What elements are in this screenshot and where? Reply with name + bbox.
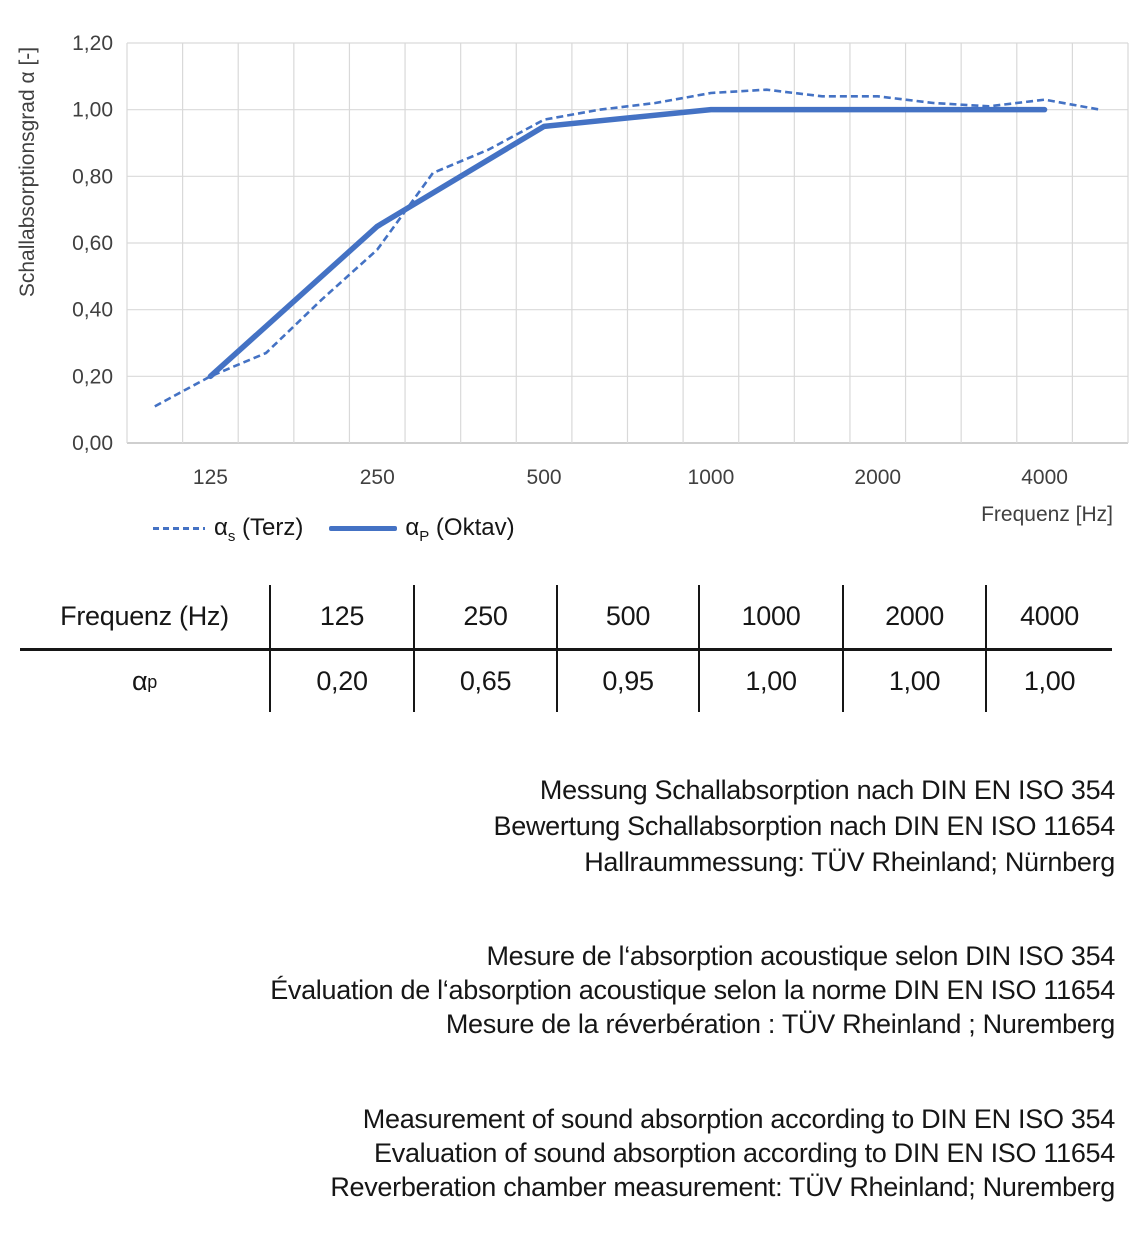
note-german-line1: Messung Schallabsorption nach DIN EN ISO 354 bbox=[539, 775, 1115, 805]
note-german-line3: Hallraummessung: TÜV Rheinland; Nürnberg bbox=[584, 847, 1115, 877]
note-german-line2: Bewertung Schallabsorption nach DIN EN ISO 11654 bbox=[493, 811, 1115, 841]
note-english-line2: Evaluation of sound absorption according to DIN EN ISO 11654 bbox=[374, 1138, 1115, 1168]
y-tick-label: 0,60 bbox=[72, 232, 113, 255]
table-header-row bbox=[20, 585, 1112, 651]
y-tick-label: 0,00 bbox=[72, 432, 113, 455]
note-french bbox=[20, 939, 1115, 1041]
table-header-125: 125 bbox=[269, 585, 413, 648]
table-header-4000: 4000 bbox=[985, 585, 1112, 648]
absorption-line-chart bbox=[0, 0, 1135, 500]
chart-legend bbox=[153, 514, 515, 545]
table-header-frequency: Frequenz (Hz) bbox=[60, 601, 229, 631]
alpha-p-250: 0,65 bbox=[413, 651, 556, 712]
alpha-p-2000: 1,00 bbox=[842, 651, 985, 712]
solid-line-sample bbox=[329, 526, 397, 531]
y-tick-label: 0,40 bbox=[72, 298, 113, 322]
y-tick-label: 0,80 bbox=[72, 165, 113, 189]
x-axis-title: Frequenz [Hz] bbox=[981, 503, 1113, 526]
note-english-line3: Reverberation chamber measurement: TÜV Rheinland; Nuremberg bbox=[330, 1172, 1115, 1202]
x-tick-label: 125 bbox=[192, 466, 228, 489]
alpha-p-125: 0,20 bbox=[269, 651, 413, 712]
alpha-p-500: 0,95 bbox=[556, 651, 698, 712]
table-data-row bbox=[20, 651, 1112, 712]
dashed-line-sample bbox=[153, 527, 205, 530]
alpha-p-row-label: α p bbox=[131, 666, 158, 696]
note-french-line2: Évaluation de l‘absorption acoustique selon la norme DIN EN ISO 11654 bbox=[270, 975, 1115, 1005]
alpha-p-table bbox=[20, 585, 1112, 712]
x-tick-label: 1000 bbox=[687, 466, 735, 489]
y-tick-label: 1,20 bbox=[72, 32, 113, 55]
x-tick-label: 2000 bbox=[854, 466, 902, 489]
legend-label-terz: $\alpha_s$ (Terz) bbox=[214, 514, 304, 545]
alpha-p-1000: 1,00 bbox=[698, 651, 842, 712]
legend-item-oktav bbox=[329, 514, 515, 545]
table-header-250: 250 bbox=[413, 585, 556, 648]
legend-item-terz bbox=[153, 514, 304, 545]
x-tick-label: 500 bbox=[526, 466, 562, 489]
x-tick-label: 4000 bbox=[1021, 466, 1068, 489]
table-header-2000: 2000 bbox=[842, 585, 985, 648]
note-german bbox=[20, 772, 1115, 880]
note-english bbox=[20, 1102, 1115, 1204]
y-tick-label: 1,00 bbox=[72, 98, 113, 122]
note-french-line3: Mesure de la réverbération : TÜV Rheinland ; Nuremberg bbox=[445, 1009, 1115, 1039]
note-french-line1: Mesure de l‘absorption acoustique selon DIN ISO 354 bbox=[486, 941, 1115, 971]
table-header-1000: 1000 bbox=[698, 585, 842, 648]
x-tick-label: 250 bbox=[359, 466, 395, 489]
table-header-500: 500 bbox=[556, 585, 698, 648]
legend-label-oktav: $\alpha_P$ (Oktav) bbox=[405, 514, 515, 545]
alpha-p-4000: 1,00 bbox=[985, 651, 1112, 712]
y-axis-title: Schallabsorptionsgrad α [-] bbox=[16, 46, 39, 298]
y-tick-label: 0,20 bbox=[72, 365, 113, 389]
note-english-line1: Measurement of sound absorption according to DIN EN ISO 354 bbox=[362, 1104, 1115, 1134]
